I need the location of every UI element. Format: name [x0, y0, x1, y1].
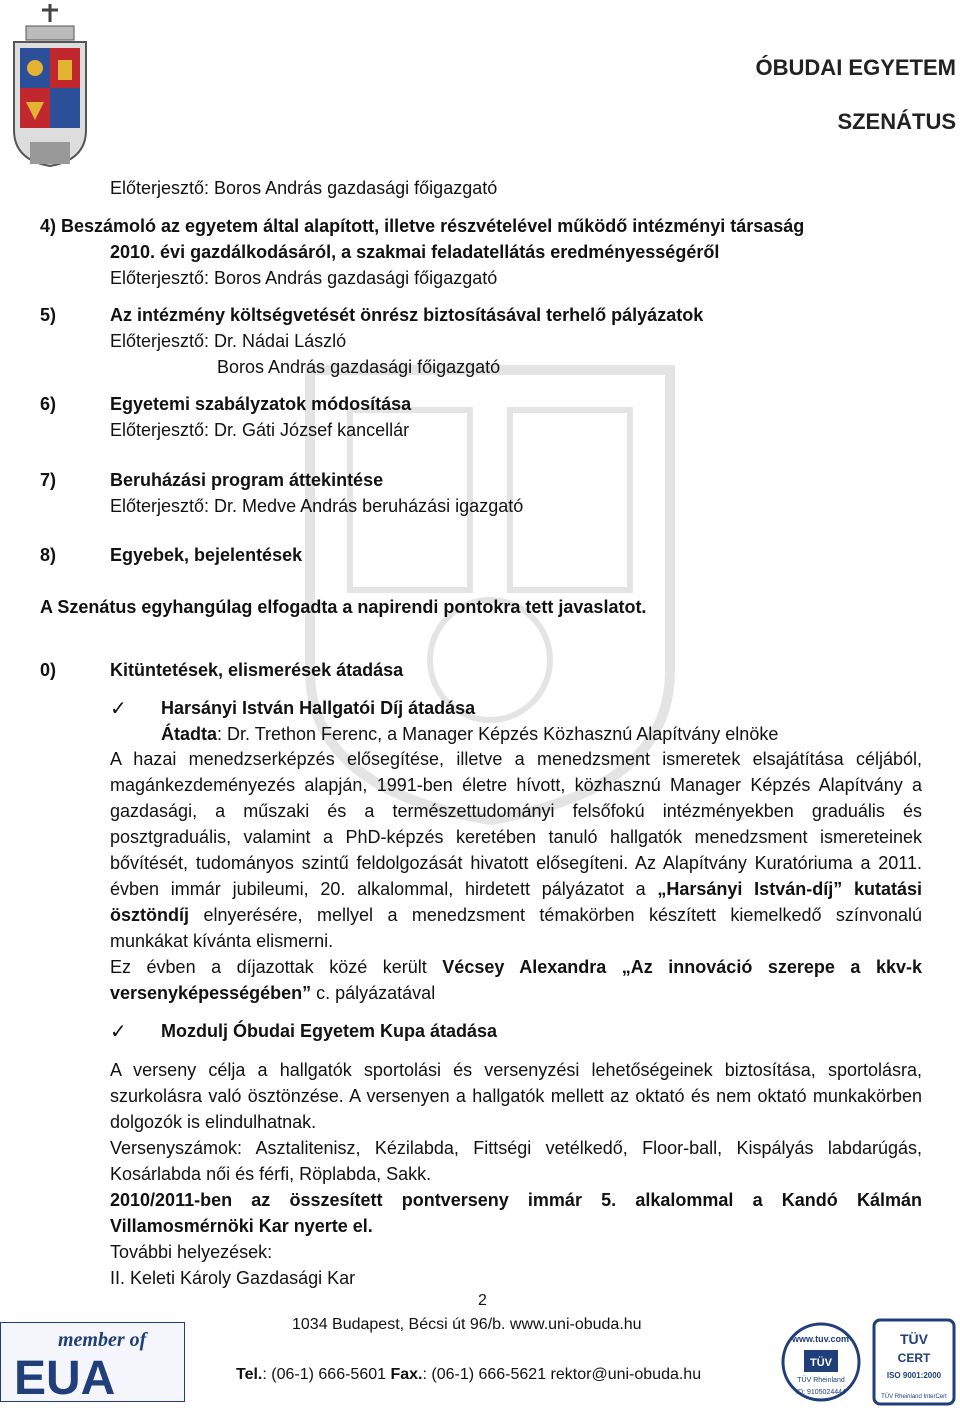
item-0-number: 0) — [40, 660, 57, 680]
page-number: 2 — [478, 1292, 487, 1309]
item-0-title: Kitüntetések, elismerések átadása — [110, 660, 404, 680]
item-6-presenter: Előterjesztő: Dr. Gáti József kancellár — [110, 420, 410, 440]
svg-text:TÜV Rheinland: TÜV Rheinland — [797, 1377, 845, 1384]
award1-given-label: Átadta — [161, 724, 218, 744]
svg-text:TÜV: TÜV — [900, 1331, 928, 1347]
footer-address: 1034 Budapest, Bécsi út 96/b. www.uni-obuda.hu — [292, 1316, 642, 1333]
checkmark-icon: ✓ — [110, 1021, 127, 1043]
svg-text:ISO 9001:2000: ISO 9001:2000 — [886, 1371, 942, 1380]
checkmark-icon: ✓ — [110, 698, 127, 720]
university-crest-logo — [6, 2, 94, 170]
item-4-title-line1: 4) Beszámoló az egyetem által alapított, illetve részvételével működő intézményi társaság — [40, 216, 805, 236]
item-6-number: 6) — [40, 394, 57, 414]
prior-item-presenter: Előterjesztő: Boros András gazdasági főigazgató — [110, 178, 498, 198]
svg-text:www.tuv.com: www.tuv.com — [792, 1334, 850, 1344]
award2-title: Mozdulj Óbudai Egyetem Kupa átadása — [161, 1021, 498, 1041]
item-6-title: Egyetemi szabályzatok módosítása — [110, 394, 412, 414]
award1-paragraph-1: A hazai menedzserképzés elősegítése, illetve a menedzsment ismeretek elsajátítása céljából, magánkezdeményezés alapján, 1991-ben életre hívott, közhasznú Manager Képzés Alapítvány a gazdasági, a műszaki és a természettudományi felsőfokú intézményekben graduális és posztgraduális, valamint a PhD-képzés keretében tanuló hallgatók menedzsment ismereteinek bővítését, tudományos szintű feldolgozását hivatott elősegíteni. Az Alapítvány Kuratóriuma a 2011. évben immár jubileumi, 20. alkalommal, hirdetett pályázatot a „Harsányi István-díj” kutatási ösztöndíj elnyerésére, mellyel a menedzsment témakörben készített kiemelkedő színvonalú munkákat kívánta elismerni. — [110, 749, 922, 951]
item-7-title: Beruházási program áttekintése — [110, 470, 384, 490]
award1-title: Harsányi István Hallgatói Díj átadása — [161, 698, 476, 718]
item-4-presenter: Előterjesztő: Boros András gazdasági főigazgató — [110, 268, 498, 288]
iso-certificate-logo — [872, 1318, 956, 1406]
header-subtitle: SZENÁTUS — [837, 109, 956, 134]
item-7-presenter: Előterjesztő: Dr. Medve András beruházási igazgató — [110, 496, 524, 516]
item-7-number: 7) — [40, 470, 57, 490]
award1-given-value: : Dr. Trethon Ferenc, a Manager Képzés Közhasznú Alapítvány elnöke — [217, 724, 779, 744]
award2-paragraph-3: 2010/2011-ben az összesített pontverseny immár 5. alkalommal a Kandó Kálmán Villamosmérnöki Kar nyerte el. — [110, 1190, 922, 1236]
svg-text:TÜV: TÜV — [810, 1357, 832, 1369]
item-4-title-line2: 2010. évi gazdálkodásáról, a szakmai feladatellátás eredményességéről — [110, 242, 720, 262]
award2-paragraph-4: További helyezések: — [110, 1242, 273, 1262]
item-5-presenter: Előterjesztő: Dr. Nádai László — [110, 331, 347, 351]
tuv-certification-logo — [780, 1318, 862, 1406]
item-5-title: Az intézmény költségvetését önrész biztosításával terhelő pályázatok — [110, 305, 704, 325]
svg-text:member of: member of — [58, 1329, 147, 1351]
award1-paragraph-2: Ez évben a díjazottak közé került Vécsey Alexandra „Az innováció szerepe a kkv-k versenyképességében” c. pályázatával — [110, 957, 922, 1003]
svg-text:CERT: CERT — [897, 1351, 931, 1365]
svg-text:EUA: EUA — [14, 1352, 116, 1402]
eua-member-logo — [0, 1322, 185, 1402]
item-8-number: 8) — [40, 545, 57, 565]
item-5-presenter-2: Boros András gazdasági főigazgató — [217, 357, 501, 377]
header-title: ÓBUDAI EGYETEM — [755, 55, 956, 80]
item-5-number: 5) — [40, 305, 57, 325]
svg-text:ID: 9105024444: ID: 9105024444 — [796, 1389, 846, 1396]
item-8-title: Egyebek, bejelentések — [110, 545, 303, 565]
award2-paragraph-2: Versenyszámok: Asztalitenisz, Kézilabda, Fittségi vetélkedő, Floor-ball, Kispályás labdarúgás, Kosárlabda női és férfi, Röplabda, Sakk. — [110, 1138, 922, 1184]
award2-paragraph-5: II. Keleti Károly Gazdasági Kar — [110, 1268, 356, 1288]
svg-text:TÜV Rheinland InterCert: TÜV Rheinland InterCert — [881, 1394, 947, 1400]
resolution-text: A Szenátus egyhangúlag elfogadta a napirendi pontokra tett javaslatot. — [40, 597, 647, 617]
award2-paragraph-1: A verseny célja a hallgatók sportolási és versenyzési lehetőségeinek biztosítása, sportolásra, szurkolásra való ösztönzése. A versenyen a hallgatók mellett az oktató és nem oktató munkakörben dolgozók is elindulhatnak. — [110, 1060, 922, 1132]
footer-contact: Tel.: (06-1) 666-5601 Fax.: (06-1) 666-5621 rektor@uni-obuda.hu — [236, 1366, 702, 1383]
